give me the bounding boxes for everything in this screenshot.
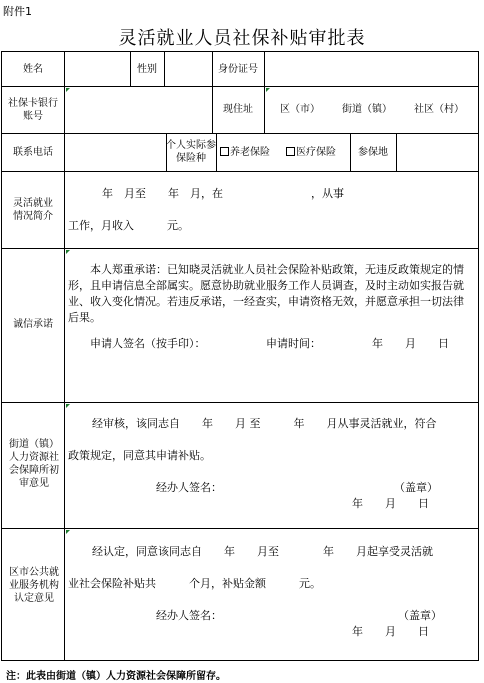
street-review-date: 年 月 日 (352, 497, 429, 510)
street-review-line1: 经审核，该同志自 年 月 至 年 月从事灵活就业，符合 (92, 417, 437, 430)
street-handler-label: 经办人签名： (156, 481, 222, 494)
community-label: 社区（村） (414, 104, 464, 115)
district-handler-label: 经办人签名： (156, 609, 222, 622)
bank-account-label: 社保卡银行账号 (8, 98, 58, 122)
apply-time-label: 申请时间： (266, 337, 321, 350)
row-divider (2, 171, 478, 172)
form-title: 灵活就业人员社保补贴审批表 (118, 28, 366, 49)
applicant-signature-label: 申请人签名（按手印）： (90, 337, 206, 350)
employment-intro-line1: 年 月至 年 月，在 ，从事 (102, 187, 344, 200)
cell-marker (66, 250, 70, 254)
gender-label: 性别 (137, 64, 157, 75)
pledge-text: 本人郑重承诺：已知晓灵活就业人员社会保险补贴政策，无违反政策规定的情形，且申请信息全部属实。愿意协助就业服务工作人员调查，及时主动如实报告就业、收入变化情况。若违反承诺，一经查实，申请资格无效，并愿意承担一切法律后果。 (68, 263, 464, 324)
cell-divider (164, 52, 165, 86)
phone-label: 联系电话 (13, 147, 53, 158)
medical-checkbox[interactable] (286, 147, 295, 156)
cell-divider (264, 52, 265, 86)
cell-marker (266, 88, 270, 92)
address-label: 现住址 (223, 104, 253, 115)
street-review-label: 街道（镇）人力资源社会保障所初审意见 (9, 439, 59, 489)
insurance-type-label: 个人实际参保险种 (166, 140, 216, 164)
row-divider (2, 133, 478, 134)
district-review-line1: 经认定，同意该同志自 年 月至 年 月起享受灵活就 (92, 545, 433, 558)
name-label: 姓名 (23, 64, 43, 75)
pension-option[interactable] (220, 146, 270, 159)
pledge-label: 诚信承诺 (13, 319, 53, 330)
label-column-divider (64, 52, 65, 660)
district-review-line2: 业社会保险补贴共 个月，补贴金额 元。 (68, 577, 321, 590)
row-divider (2, 248, 478, 249)
id-number-label: 身份证号 (218, 64, 258, 75)
row-divider (2, 86, 478, 87)
row-divider (2, 402, 478, 403)
employment-intro-label: 灵活就业情况简介 (13, 198, 53, 222)
medical-option-label: 医疗保险 (296, 147, 336, 158)
district-review-date: 年 月 日 (352, 625, 429, 638)
district-review-label: 区市公共就业服务机构认定意见 (9, 567, 59, 604)
insured-place-label: 参保地 (358, 147, 388, 158)
cell-divider (216, 133, 217, 171)
medical-option[interactable] (286, 146, 336, 159)
apply-date: 年 月 日 (372, 337, 449, 350)
street-label: 街道（镇） (342, 104, 392, 115)
district-label: 区（市） (280, 104, 320, 115)
cell-marker (66, 88, 70, 92)
street-review-line2: 政策规定，同意其申请补贴。 (68, 449, 211, 462)
footer-note: 注：此表由街道（镇）人力资源社会保障所留存。 (6, 671, 226, 682)
street-seal-label: （盖章） (394, 481, 438, 494)
attachment-label: 附件1 (3, 5, 32, 18)
row-divider (2, 528, 478, 529)
cell-divider (396, 133, 397, 171)
approval-form-table (1, 51, 479, 661)
employment-intro-line2: 工作，月收入 元。 (68, 219, 189, 232)
pension-checkbox[interactable] (220, 147, 229, 156)
cell-divider (264, 86, 265, 133)
cell-marker (66, 530, 70, 534)
district-seal-label: （盖章） (398, 609, 442, 622)
cell-marker (66, 404, 70, 408)
pension-option-label: 养老保险 (230, 147, 270, 158)
